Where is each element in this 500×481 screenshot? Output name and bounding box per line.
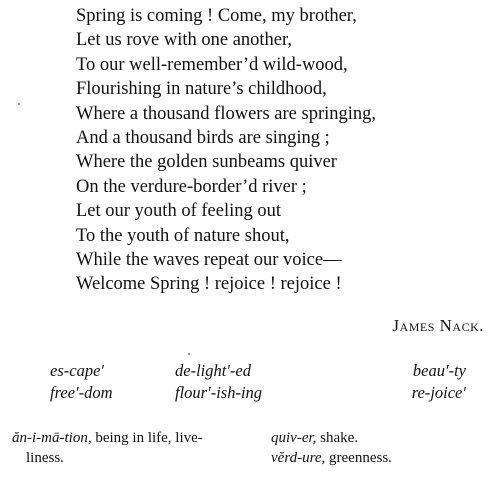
poem-line: On the verdure-border’d river ;: [76, 176, 307, 197]
glossary-definition-continued: liness.: [26, 450, 64, 466]
glossary-entries: [271, 428, 491, 468]
vocabulary-word: re-joice′: [411, 383, 466, 402]
glossary-term: vĕrd-ure,: [271, 450, 326, 466]
glossary-entry: [271, 428, 491, 448]
poem-line: Let our youth of feeling out: [76, 201, 281, 222]
glossary-definition: shake.: [316, 430, 359, 446]
vocabulary-word: flour′-ish-ing: [175, 383, 263, 402]
poem-line: Where the golden sunbeams quiver: [76, 152, 337, 173]
poem-line: Where a thousand flowers are springing,: [76, 103, 377, 124]
poem-line: Flourishing in nature’s childhood,: [76, 79, 327, 100]
glossary-term: ăn-i-mā-tion,: [12, 430, 92, 446]
glossary-line: [12, 428, 247, 448]
vocabulary-word: de-light′-ed: [175, 361, 251, 380]
poem-line: To the youth of nature shout,: [76, 225, 290, 246]
glossary-definition: being in life, live-: [91, 430, 203, 446]
glossary-entry: [12, 428, 247, 468]
vocabulary-column: [175, 360, 262, 404]
poem-line: To our well-remember’d wild-wood,: [76, 54, 348, 75]
poem-author: James Nack.: [392, 316, 484, 335]
print-speck: [18, 103, 20, 105]
vocabulary-column: [50, 360, 113, 404]
vocabulary-word: free′-dom: [50, 383, 113, 402]
vocabulary-column: [412, 360, 466, 404]
glossary-term: quiv-er,: [271, 430, 317, 446]
poem-line: And a thousand birds are singing ;: [76, 128, 330, 149]
print-speck: [188, 353, 190, 355]
poem-line: Let us rove with one another,: [76, 30, 293, 51]
glossary-entry: [271, 448, 491, 468]
glossary-definition: greenness.: [325, 450, 392, 466]
poem-line: While the waves repeat our voice—: [76, 250, 342, 271]
vocabulary-words: [0, 360, 500, 404]
poem: [76, 4, 376, 297]
vocabulary-word: beau′-ty: [412, 361, 466, 380]
poem-line: Welcome Spring ! rejoice ! rejoice !: [76, 274, 342, 295]
poem-line: Spring is coming ! Come, my brother,: [76, 6, 357, 26]
vocabulary-word: es-cape′: [50, 361, 104, 380]
